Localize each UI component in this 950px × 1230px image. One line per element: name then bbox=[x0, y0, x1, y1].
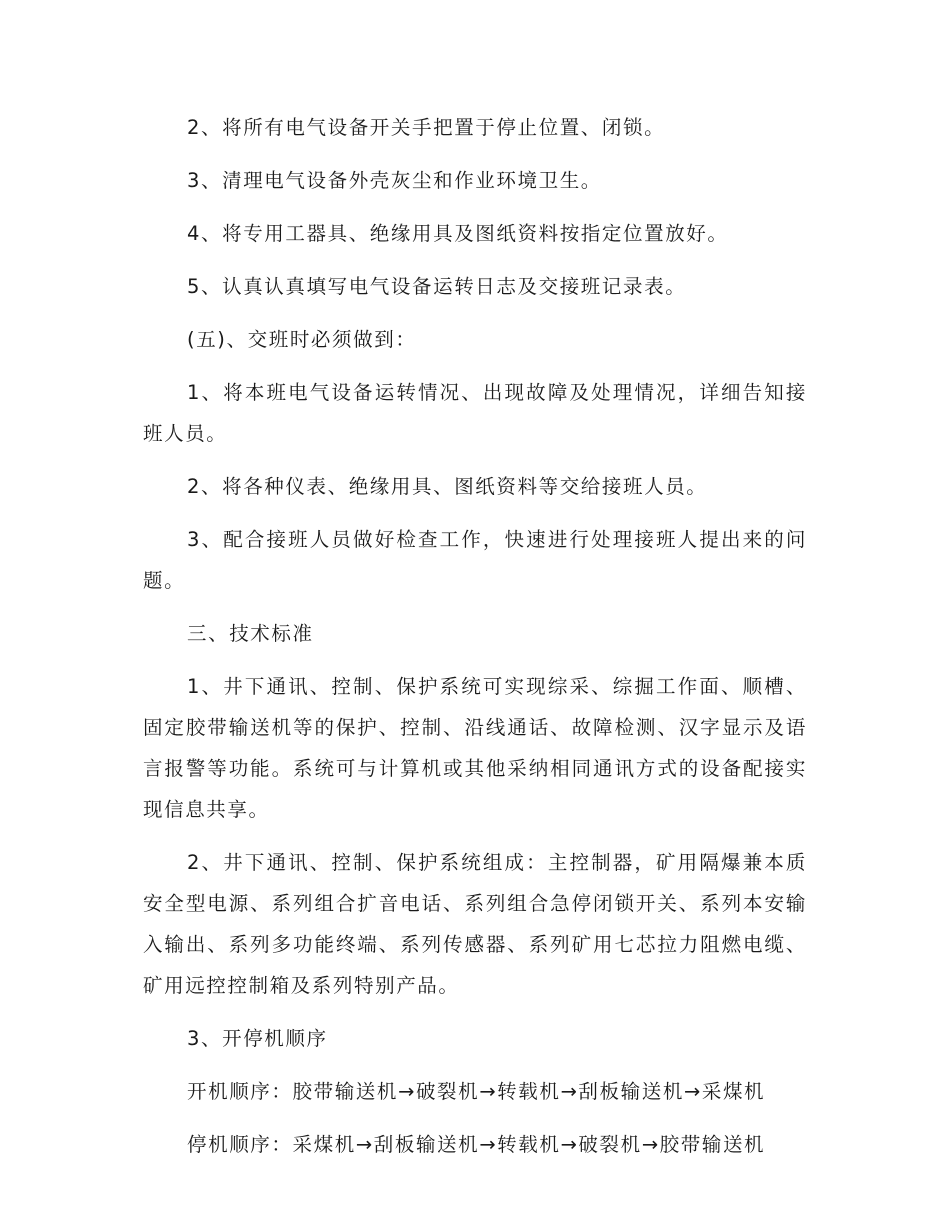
paragraph-handover-instruments: 2、将各种仪表、绝缘用具、图纸资料等交给接班人员。 bbox=[187, 475, 708, 498]
paragraph-stop-sequence: 停机顺序：采煤机→刮板输送机→转载机→破裂机→胶带输送机 bbox=[187, 1133, 766, 1156]
paragraph-start-sequence: 开机顺序：胶带输送机→破裂机→转载机→刮板输送机→采煤机 bbox=[187, 1080, 766, 1103]
paragraph-clean-equipment: 3、清理电气设备外壳灰尘和作业环境卫生。 bbox=[187, 169, 602, 192]
section-heading-handover: (五)、交班时必须做到： bbox=[187, 328, 417, 351]
section-heading-technical-standard: 三、技术标准 bbox=[187, 622, 314, 645]
paragraph-fill-logs: 5、认真认真填写电气设备运转日志及交接班记录表。 bbox=[187, 275, 687, 298]
paragraph-system-components: 2、井下通讯、控制、保护系统组成：主控制器，矿用隔爆兼本质安全型电源、系列组合扩音电话、系列组合急停闭锁开关、系列本安输入输出、系列多功能终端、系列传感器、系列矿用七芯拉力阻燃电缆、矿用远控控制箱及系列特别产品。 bbox=[143, 851, 807, 997]
paragraph-store-tools: 4、将专用工器具、绝缘用具及图纸资料按指定位置放好。 bbox=[187, 222, 729, 245]
paragraph-start-stop-heading: 3、开停机顺序 bbox=[187, 1027, 328, 1050]
paragraph-system-functions: 1、井下通讯、控制、保护系统可实现综采、综掘工作面、顺槽、固定胶带输送机等的保护、控制、沿线通话、故障检测、汉字显示及语言报警等功能。系统可与计算机或其他采纳相同通讯方式的设备配接实现信息共享。 bbox=[143, 675, 807, 821]
paragraph-shutdown-switches: 2、将所有电气设备开关手把置于停止位置、闭锁。 bbox=[187, 116, 666, 139]
paragraph-handover-report: 1、将本班电气设备运转情况、出现故障及处理情况，详细告知接班人员。 bbox=[143, 381, 807, 445]
document-body bbox=[143, 107, 807, 1177]
paragraph-handover-inspection: 3、配合接班人员做好检查工作，快速进行处理接班人提出来的问题。 bbox=[143, 528, 807, 592]
